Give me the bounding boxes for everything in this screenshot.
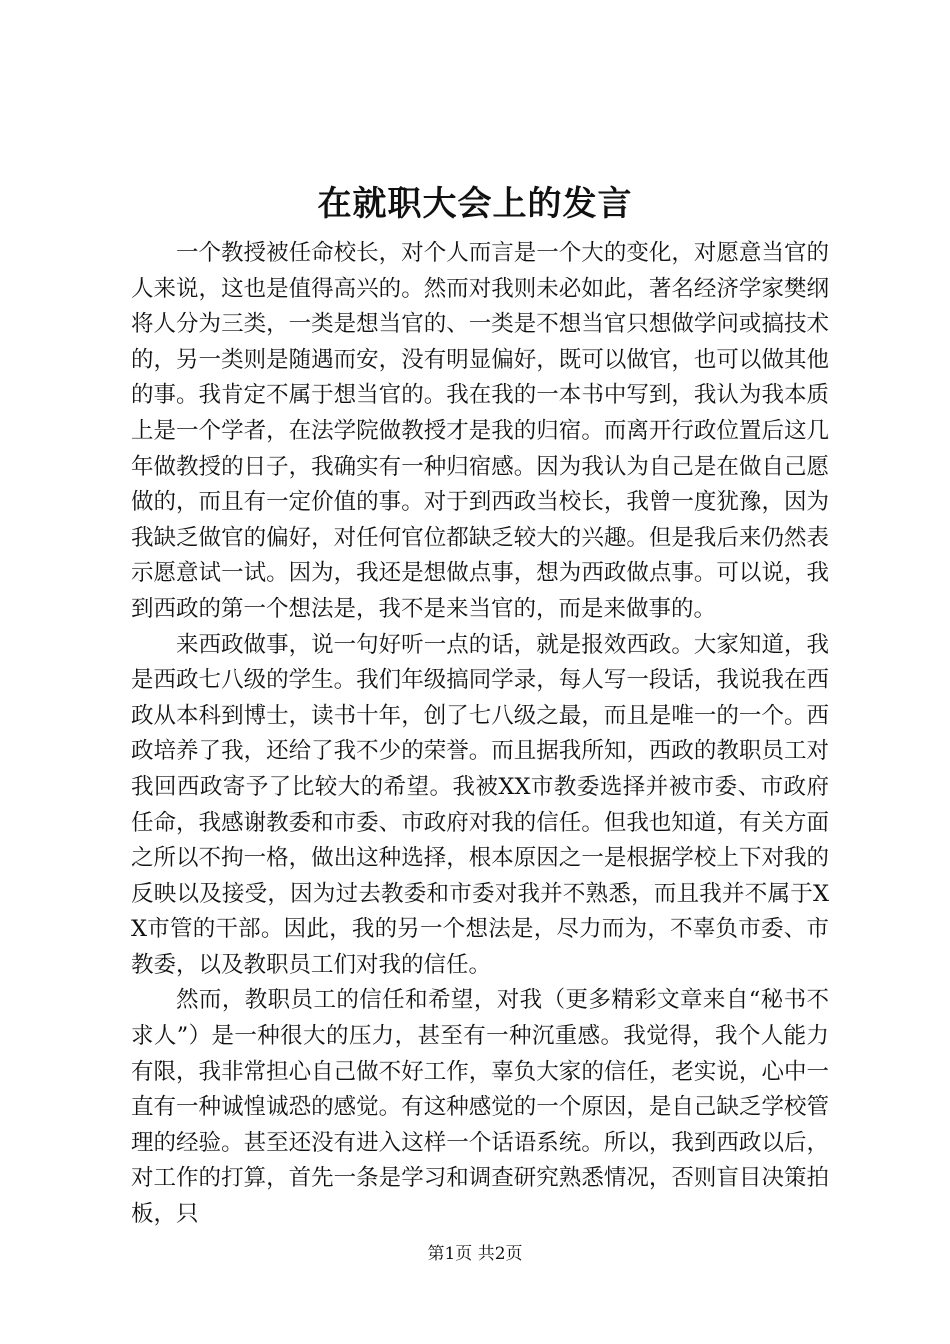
page-number-footer: 第1页 共2页 xyxy=(427,1244,523,1264)
document-body xyxy=(131,236,829,1233)
paragraph-2: 来西政做事，说一句好听一点的话，就是报效西政。大家知道，我是西政七八级的学生。我们年级搞同学录，每人写一段话，我说我在西政从本科到博士，读书十年，创了七八级之最，而且是唯一的一个。西政培养了我，还给了我不少的荣誉。而且据我所知，西政的教职员工对我回西政寄予了比较大的希望。我被XX市教委选择并被市委、市政府任命，我感谢教委和市委、市政府对我的信任。但我也知道，有关方面之所以不拘一格，做出这种选择，根本原因之一是根据学校上下对我的反映以及接受，因为过去教委和市委对我并不熟悉，而且我并不属于XX市管的干部。因此，我的另一个想法是，尽力而为，不辜负市委、市教委，以及教职员工们对我的信任。 xyxy=(131,631,829,978)
document-title: 在就职大会上的发言 xyxy=(317,184,633,224)
paragraph-3: 然而，教职员工的信任和希望，对我（更多精彩文章来自“秘书不求人”）是一种很大的压力，甚至有一种沉重感。我觉得，我个人能力有限，我非常担心自己做不好工作，辜负大家的信任，老实说，心中一直有一种诚惶诚恐的感觉。有这种感觉的一个原因，是自己缺乏学校管理的经验。甚至还没有进入这样一个话语系统。所以，我到西政以后，对工作的打算，首先一条是学习和调查研究熟悉情况，否则盲目决策拍板，只 xyxy=(131,987,829,1228)
paragraph-1: 一个教授被任命校长，对个人而言是一个大的变化，对愿意当官的人来说，这也是值得高兴的。然而对我则未必如此，著名经济学家樊纲将人分为三类，一类是想当官的、一类是不想当官只想做学问或搞技术的，另一类则是随遇而安，没有明显偏好，既可以做官，也可以做其他的事。我肯定不属于想当官的。我在我的一本书中写到，我认为我本质上是一个学者，在法学院做教授才是我的归宿。而离开行政位置后这几年做教授的日子，我确实有一种归宿感。因为我认为自己是在做自己愿做的，而且有一定价值的事。对于到西政当校长，我曾一度犹豫，因为我缺乏做官的偏好，对任何官位都缺乏较大的兴趣。但是我后来仍然表示愿意试一试。因为，我还是想做点事，想为西政做点事。可以说，我到西政的第一个想法是，我不是来当官的，而是来做事的。 xyxy=(131,240,829,622)
